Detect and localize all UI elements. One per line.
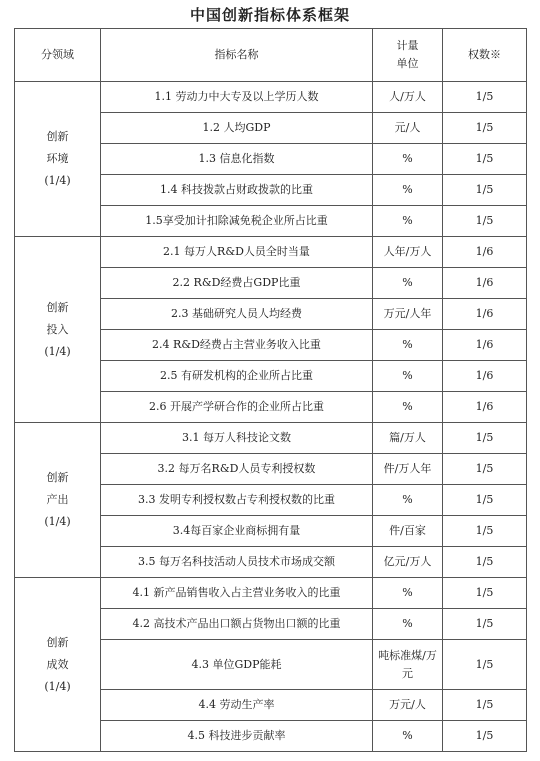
weight-cell: 1/5 xyxy=(443,423,527,454)
weight-cell: 1/5 xyxy=(443,113,527,144)
indicator-cell: 4.1 新产品销售收入占主营业务收入的比重 xyxy=(101,578,373,609)
indicator-cell: 1.1 劳动力中大专及以上学历人数 xyxy=(101,82,373,113)
indicator-cell: 3.1 每万人科技论文数 xyxy=(101,423,373,454)
table-row xyxy=(15,423,527,454)
indicator-cell: 3.5 每万名科技活动人员技术市场成交额 xyxy=(101,547,373,578)
unit-cell: 人/万人 xyxy=(373,82,443,113)
domain-name-line1: 创新 xyxy=(46,300,69,314)
unit-cell: 亿元/万人 xyxy=(373,547,443,578)
header-domain: 分领域 xyxy=(15,29,101,82)
domain-name-line2: 产出 xyxy=(46,493,69,506)
weight-cell: 1/6 xyxy=(443,361,527,392)
weight-cell: 1/6 xyxy=(443,392,527,423)
domain-cell-output xyxy=(15,423,101,578)
domain-weight: (1/4) xyxy=(44,174,71,187)
unit-line1: 吨标准煤/万 xyxy=(378,648,437,662)
indicator-table xyxy=(14,28,527,752)
table-header-row xyxy=(15,29,527,82)
table-row xyxy=(15,82,527,113)
weight-cell: 1/5 xyxy=(443,206,527,237)
unit-cell: % xyxy=(373,392,443,423)
unit-cell: % xyxy=(373,485,443,516)
domain-name-line2: 环境 xyxy=(46,152,69,165)
weight-cell: 1/5 xyxy=(443,82,527,113)
domain-name-line1: 创新 xyxy=(46,130,69,143)
domain-weight: (1/4) xyxy=(44,515,71,528)
weight-cell: 1/6 xyxy=(443,237,527,268)
domain-name-line1: 创新 xyxy=(46,471,69,484)
page-title: 中国创新指标体系框架 xyxy=(189,6,350,24)
unit-cell: 篇/万人 xyxy=(373,423,443,454)
indicator-cell: 2.3 基础研究人员人均经费 xyxy=(101,299,373,330)
weight-cell: 1/6 xyxy=(443,268,527,299)
unit-cell: % xyxy=(373,206,443,237)
weight-cell: 1/5 xyxy=(443,175,527,206)
indicator-cell: 4.5 科技进步贡献率 xyxy=(101,721,373,752)
header-unit-line1: 计量 xyxy=(396,39,419,52)
domain-name-line2: 投入 xyxy=(46,322,69,336)
weight-cell: 1/5 xyxy=(443,144,527,175)
weight-cell: 1/5 xyxy=(443,609,527,640)
unit-cell: 万元/人 xyxy=(373,690,443,721)
unit-cell: 万元/人年 xyxy=(373,299,443,330)
weight-cell: 1/6 xyxy=(443,330,527,361)
unit-cell: % xyxy=(373,578,443,609)
indicator-cell: 4.3 单位GDP能耗 xyxy=(101,640,373,690)
unit-cell: % xyxy=(373,721,443,752)
header-unit-line2: 单位 xyxy=(396,57,419,70)
indicator-cell: 2.1 每万人R&D人员全时当量 xyxy=(101,237,373,268)
unit-cell: 件/百家 xyxy=(373,516,443,547)
indicator-cell: 4.4 劳动生产率 xyxy=(101,690,373,721)
domain-cell-input xyxy=(15,237,101,423)
table-row xyxy=(15,578,527,609)
indicator-cell: 2.5 有研发机构的企业所占比重 xyxy=(101,361,373,392)
unit-cell: % xyxy=(373,361,443,392)
domain-cell-environment xyxy=(15,82,101,237)
domain-weight: (1/4) xyxy=(44,679,71,693)
weight-cell: 1/5 xyxy=(443,640,527,690)
weight-cell: 1/6 xyxy=(443,299,527,330)
indicator-cell: 3.2 每万名R&D人员专利授权数 xyxy=(101,454,373,485)
unit-cell: 元/人 xyxy=(373,113,443,144)
unit-cell: % xyxy=(373,268,443,299)
indicator-cell: 1.3 信息化指数 xyxy=(101,144,373,175)
indicator-cell: 1.5享受加计扣除减免税企业所占比重 xyxy=(101,206,373,237)
unit-cell: % xyxy=(373,330,443,361)
header-indicator: 指标名称 xyxy=(101,29,373,82)
indicator-cell: 2.2 R&D经费占GDP比重 xyxy=(101,268,373,299)
weight-cell: 1/5 xyxy=(443,578,527,609)
weight-cell: 1/5 xyxy=(443,721,527,752)
header-weight: 权数※ xyxy=(443,29,527,82)
domain-weight: (1/4) xyxy=(44,344,71,358)
indicator-cell: 3.4每百家企业商标拥有量 xyxy=(101,516,373,547)
unit-cell xyxy=(373,640,443,690)
weight-cell: 1/5 xyxy=(443,485,527,516)
domain-name-line2: 成效 xyxy=(46,657,69,671)
unit-cell: 件/万人年 xyxy=(373,454,443,485)
domain-name-line1: 创新 xyxy=(46,635,69,649)
unit-cell: % xyxy=(373,609,443,640)
indicator-cell: 3.3 发明专利授权数占专利授权数的比重 xyxy=(101,485,373,516)
unit-cell: % xyxy=(373,144,443,175)
indicator-cell: 2.4 R&D经费占主营业务收入比重 xyxy=(101,330,373,361)
indicator-cell: 1.2 人均GDP xyxy=(101,113,373,144)
header-unit xyxy=(373,29,443,82)
unit-cell: % xyxy=(373,175,443,206)
weight-cell: 1/5 xyxy=(443,690,527,721)
indicator-cell: 1.4 科技拨款占财政拨款的比重 xyxy=(101,175,373,206)
weight-cell: 1/5 xyxy=(443,454,527,485)
unit-cell: 人年/万人 xyxy=(373,237,443,268)
weight-cell: 1/5 xyxy=(443,547,527,578)
domain-cell-effect xyxy=(15,578,101,752)
weight-cell: 1/5 xyxy=(443,516,527,547)
table-row xyxy=(15,237,527,268)
indicator-cell: 2.6 开展产学研合作的企业所占比重 xyxy=(101,392,373,423)
unit-line2: 元 xyxy=(402,666,413,680)
indicator-cell: 4.2 高技术产品出口额占货物出口额的比重 xyxy=(101,609,373,640)
